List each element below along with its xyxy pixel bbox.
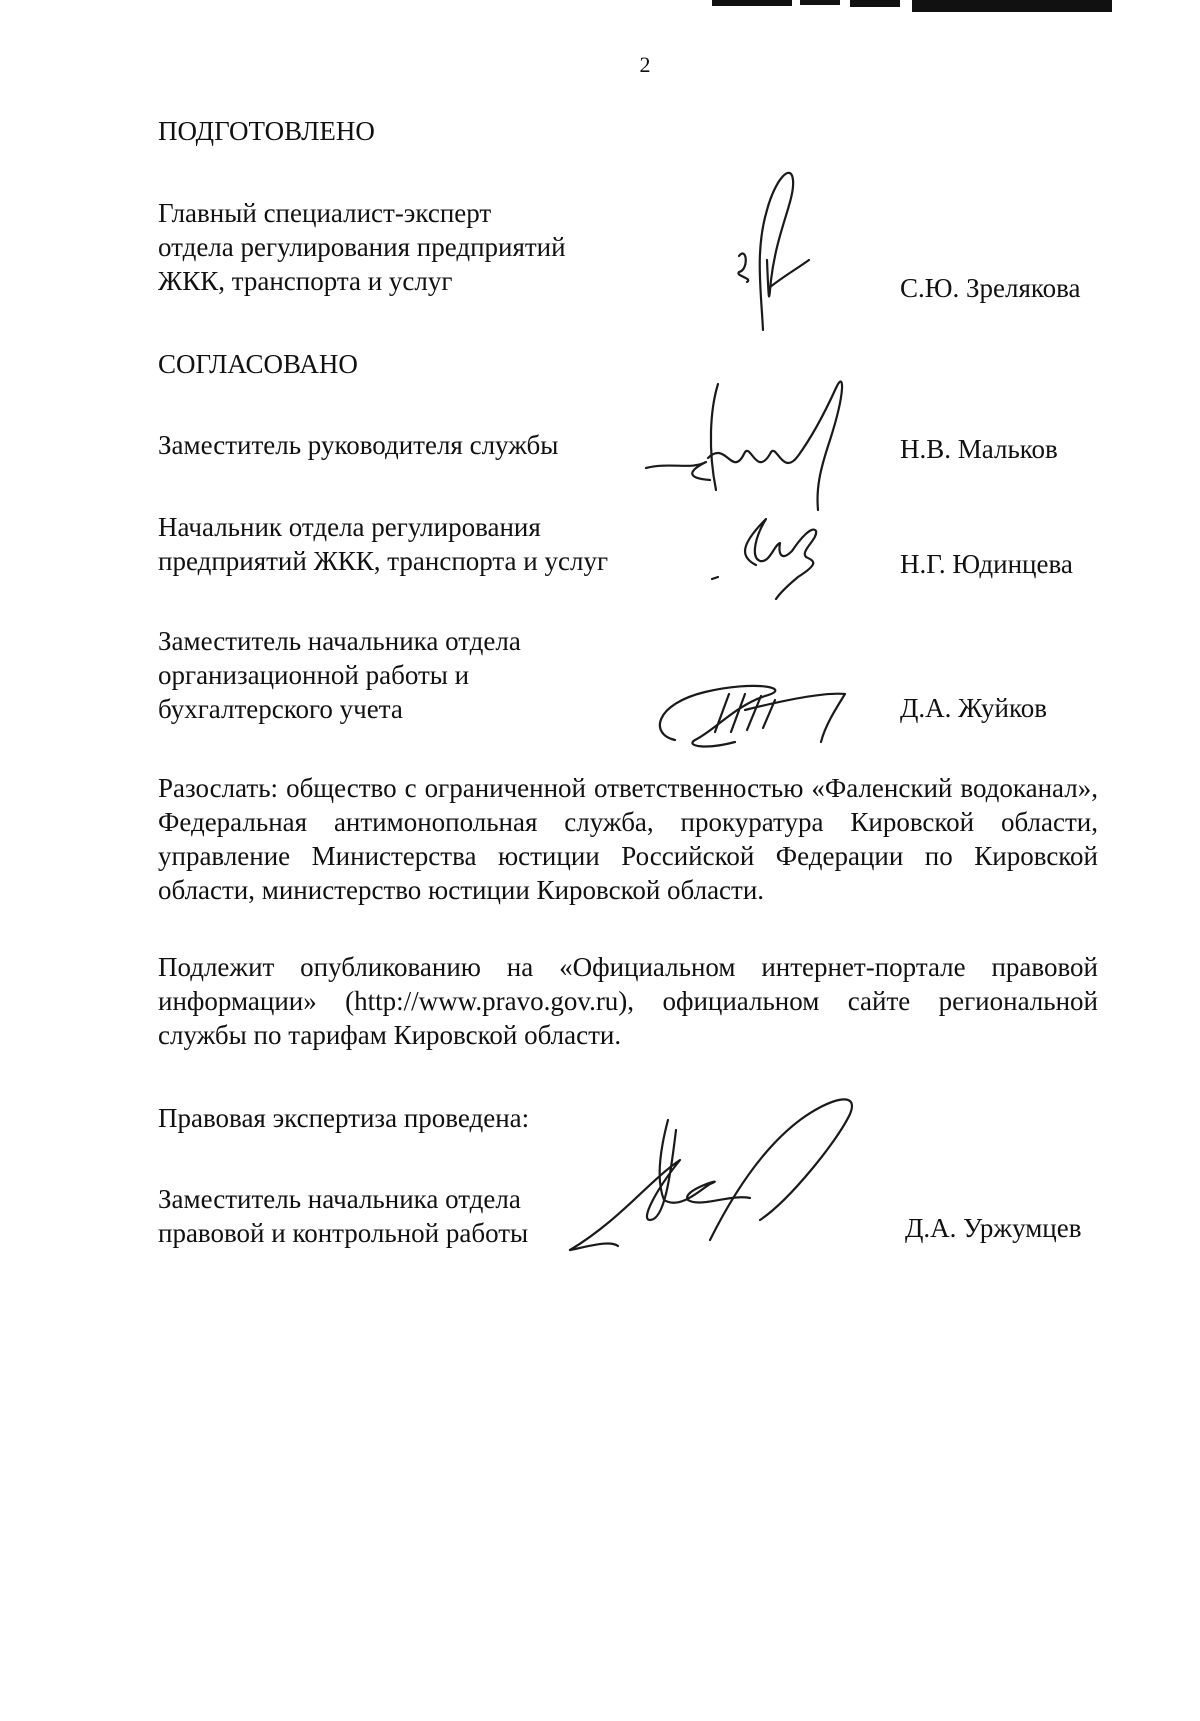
prepared-heading: ПОДГОТОВЛЕНО xyxy=(158,116,375,146)
scan-artifact xyxy=(850,0,900,7)
signature-zhuikov xyxy=(645,670,865,760)
legal-review-position: Заместитель начальника отдела правовой и контрольной работы xyxy=(158,1184,529,1248)
signature-urzhumtsev xyxy=(560,1090,880,1270)
signature-malkov xyxy=(640,370,880,520)
scan-artifact xyxy=(912,0,1112,12)
legal-review-heading: Правовая экспертиза проведена: xyxy=(158,1103,530,1133)
signature-yudintseva xyxy=(700,505,850,605)
prepared-position: Главный специалист-эксперт отдела регулирования предприятий ЖКК, транспорта и услуг xyxy=(158,198,566,296)
distribution-text: Разослать: общество с ограниченной ответственностью «Фаленский водоканал», Федеральная антимонопольная служба, прокуратура Кировской области, управление Министерства юстиции Российской Федерации по Кировской области, министерство юстиции Кировской области. xyxy=(158,773,1098,905)
signer-2-position: Начальник отдела регулирования предприятий ЖКК, транспорта и услуг xyxy=(158,512,609,576)
scan-artifact xyxy=(712,0,792,6)
legal-review-name: Д.А. Уржумцев xyxy=(905,1213,1082,1243)
signer-1-name: Н.В. Мальков xyxy=(900,434,1058,464)
signature-zrelyakova xyxy=(725,160,825,340)
publication-text: Подлежит опубликованию на «Официальном интернет-портале правовой информации» (http://www.pravo.gov.ru), официальном сайте региональной службы по тарифам Кировской области. xyxy=(158,952,1098,1050)
signer-3-name: Д.А. Жуйков xyxy=(900,693,1047,723)
agreed-heading: СОГЛАСОВАНО xyxy=(158,349,358,379)
signer-3-position: Заместитель начальника отдела организационной работы и бухгалтерского учета xyxy=(158,626,521,724)
prepared-name: С.Ю. Зрелякова xyxy=(900,273,1081,303)
scan-artifact xyxy=(800,0,840,5)
signer-2-name: Н.Г. Юдинцева xyxy=(900,549,1073,579)
page-number: 2 xyxy=(639,52,651,77)
signer-1-position: Заместитель руководителя службы xyxy=(158,430,559,460)
